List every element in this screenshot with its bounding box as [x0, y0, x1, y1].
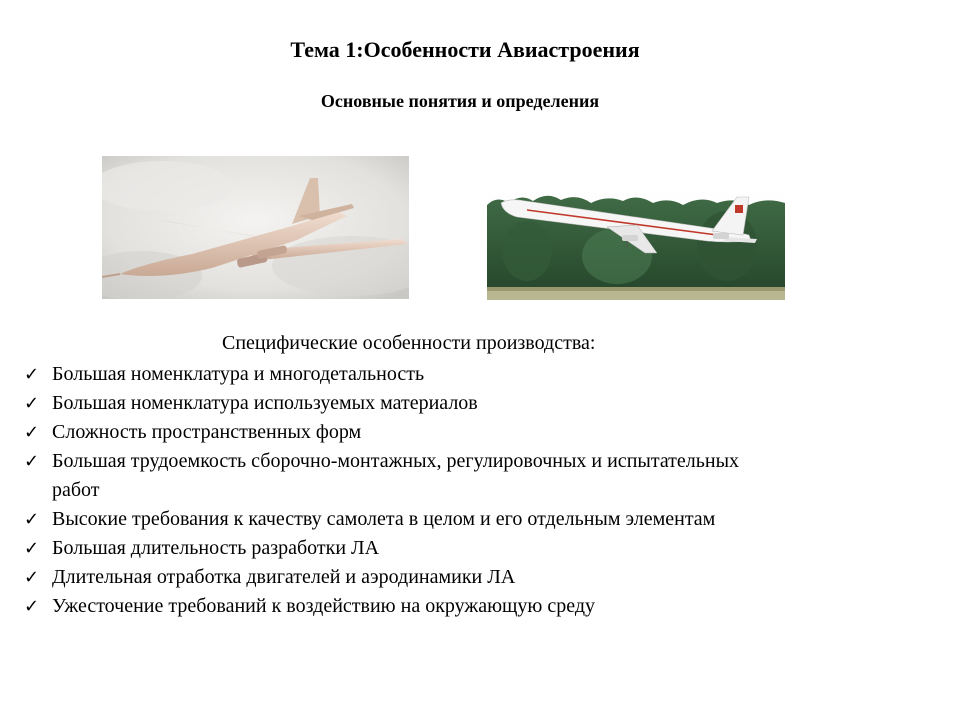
checkmark-icon: ✓: [24, 393, 40, 414]
list-item-text: Большая номенклатура используемых материалов: [52, 392, 478, 414]
checkmark-icon: ✓: [24, 567, 40, 588]
features-heading: Специфические особенности производства:: [222, 332, 596, 354]
checkmark-icon: ✓: [24, 451, 40, 472]
list-item: [22, 418, 922, 447]
list-item: [22, 505, 922, 534]
list-item: [22, 563, 922, 592]
airliner-photo: [487, 191, 785, 300]
list-item-text: Большая номенклатура и многодетальность: [52, 363, 425, 385]
checkmark-icon: ✓: [24, 364, 40, 385]
list-item: [22, 534, 922, 563]
list-item-text: Длительная отработка двигателей и аэродинамики ЛА: [52, 566, 516, 588]
list-item-text: Сложность пространственных форм: [52, 421, 362, 443]
list-item-text: Высокие требования к качеству самолета в целом и его отдельным элементам: [52, 508, 716, 530]
list-item: [22, 360, 922, 389]
list-item-text: Большая трудоемкость сборочно-монтажных, регулировочных и испытательных работ: [52, 450, 740, 501]
swing-wing-bomber-photo: [102, 156, 409, 299]
list-item-text: Большая длительность разработки ЛА: [52, 537, 380, 559]
list-item: [22, 389, 922, 418]
checkmark-icon: ✓: [24, 538, 40, 559]
list-item-text: Ужесточение требований к воздействию на окружающую среду: [52, 595, 596, 617]
list-item: [22, 592, 922, 621]
checkmark-icon: ✓: [24, 509, 40, 530]
list-item: [22, 447, 922, 505]
bomber-photo: [102, 156, 409, 299]
slide-title: Тема 1:Особенности Авиастроения: [290, 37, 640, 62]
checkmark-icon: ✓: [24, 596, 40, 617]
slide-subtitle: Основные понятия и определения: [320, 91, 600, 111]
airliner-takeoff-photo: [487, 191, 785, 300]
checkmark-icon: ✓: [24, 422, 40, 443]
features-list: [22, 360, 922, 621]
